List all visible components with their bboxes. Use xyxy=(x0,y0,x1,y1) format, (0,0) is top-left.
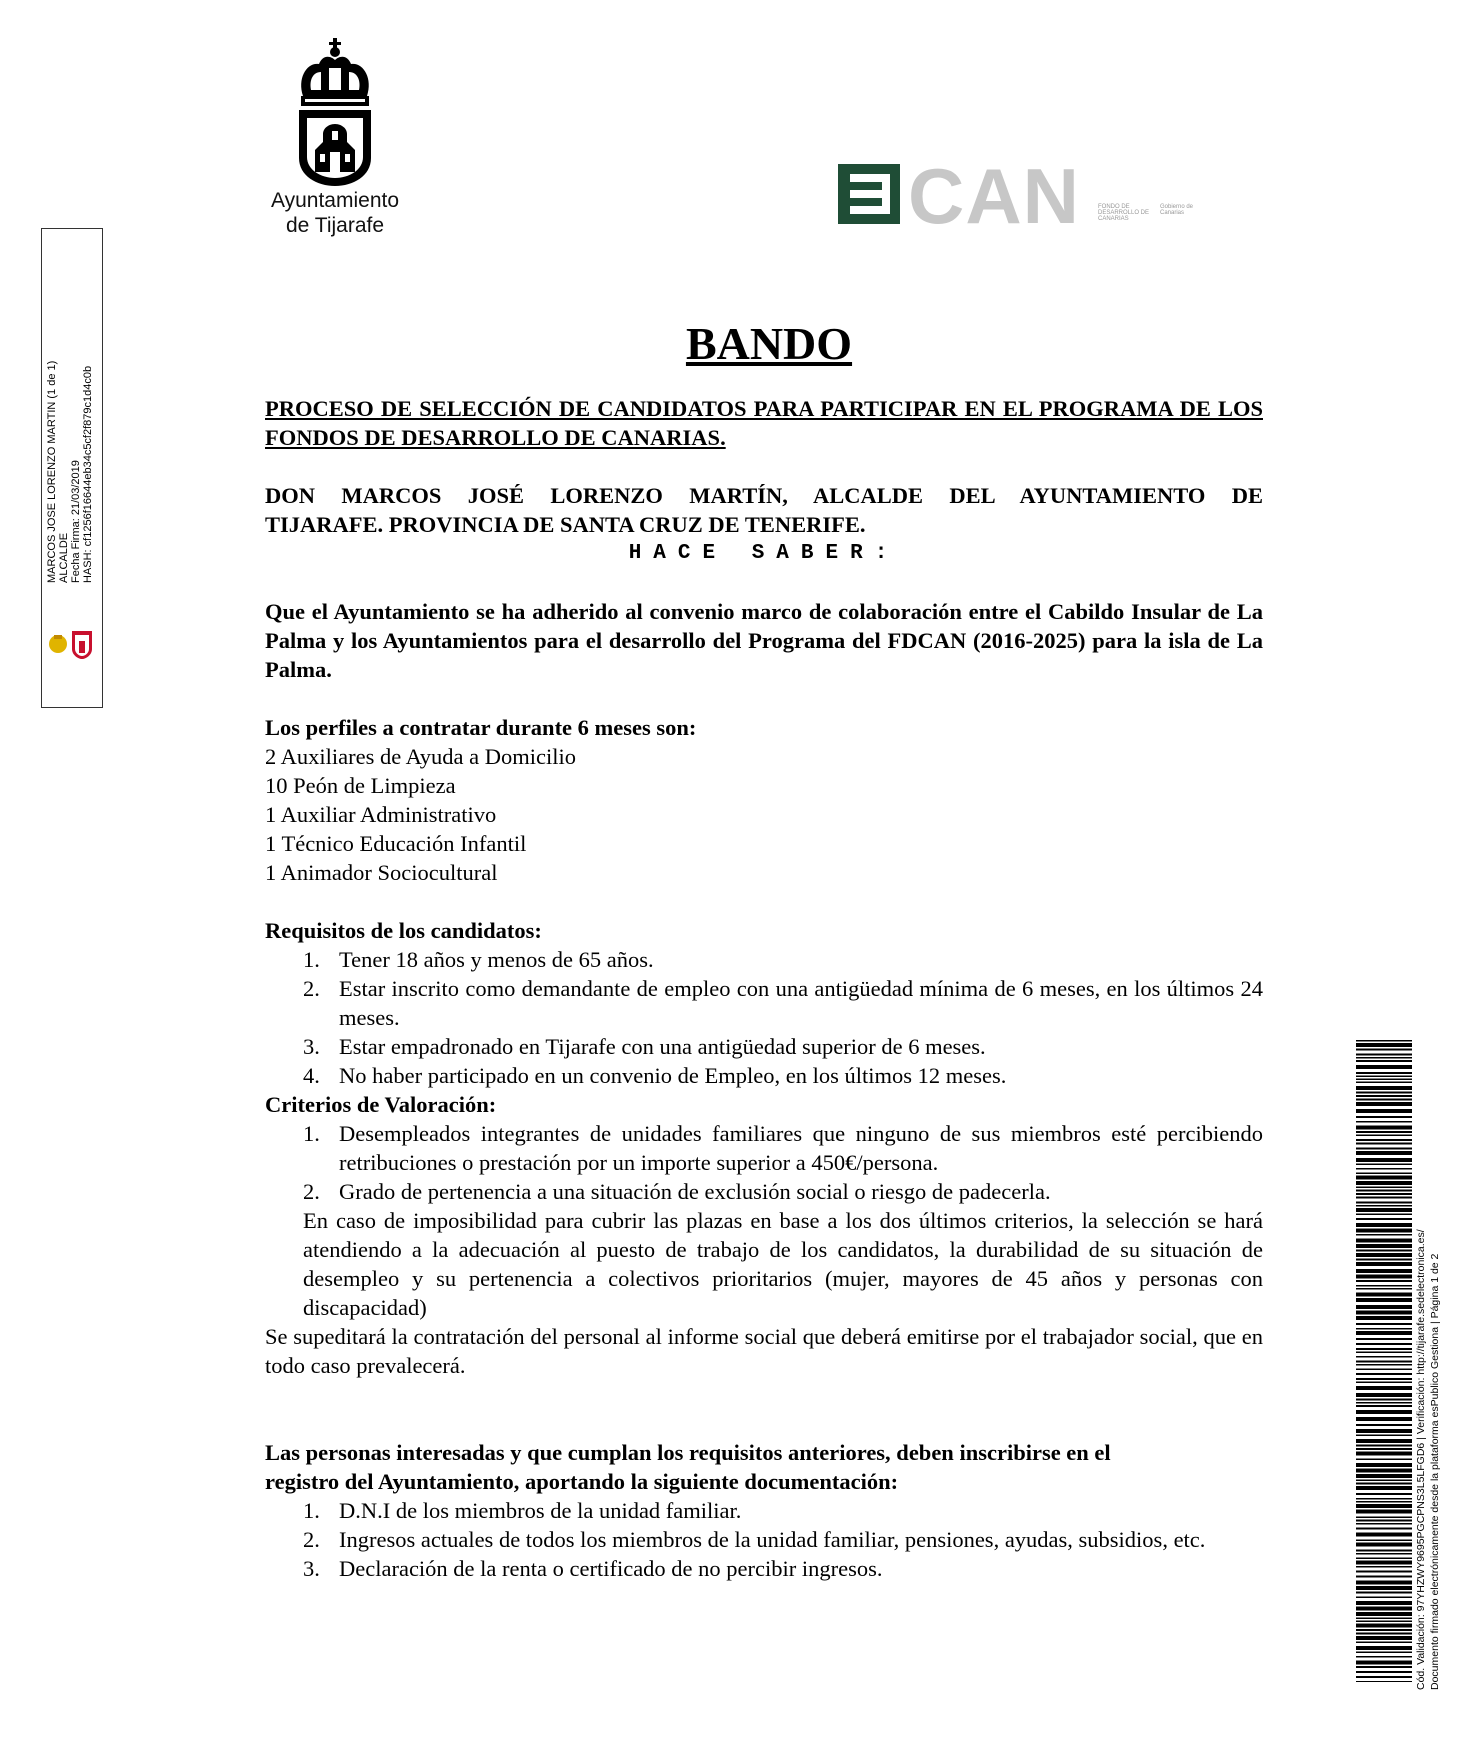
barcode-bar xyxy=(1356,1636,1412,1640)
barcode-bar xyxy=(1356,1571,1412,1573)
barcode-bar xyxy=(1356,1109,1412,1113)
validation-text xyxy=(1414,990,1442,1690)
barcode-bar xyxy=(1356,1581,1412,1585)
barcode-bar xyxy=(1356,1095,1412,1097)
barcode-bar xyxy=(1356,1181,1412,1185)
inscripcion-line-1: Las personas interesadas y que cumplan los requisitos anteriores, deben inscribirse en el xyxy=(265,1440,1111,1465)
barcode-bar xyxy=(1356,1250,1412,1252)
barcode-bar xyxy=(1356,1229,1412,1233)
barcode-bar xyxy=(1356,1348,1412,1350)
barcode-bar xyxy=(1356,1364,1412,1366)
intro-paragraph: Que el Ayuntamiento se ha adherido al convenio marco de colaboración entre el Cabildo Insular de La Palma y los Ayuntamientos para el desarrollo del Programa del FDCAN (2016-2025) para la isla de La Palma. xyxy=(265,599,1263,682)
barcode-bar xyxy=(1356,1399,1412,1401)
barcode-bar xyxy=(1356,1280,1412,1282)
barcode-bar xyxy=(1356,1501,1412,1503)
barcode-bar xyxy=(1356,1661,1412,1665)
barcode-bar xyxy=(1356,1338,1412,1340)
barcode-bar xyxy=(1356,1597,1412,1599)
barcode-bar xyxy=(1356,1393,1412,1397)
perfil-item: 1 Auxiliar Administrativo xyxy=(265,802,497,827)
perfil-item: 10 Peón de Limpieza xyxy=(265,773,456,798)
barcode-bar xyxy=(1356,1193,1412,1195)
barcode-bar xyxy=(1356,1621,1412,1623)
barcode-bar xyxy=(1356,1361,1412,1363)
fdcan-wordmark: CAN xyxy=(908,152,1080,240)
barcode-bar xyxy=(1356,1116,1412,1118)
criterios-heading: Criterios de Valoración: xyxy=(265,1092,497,1117)
barcode-bar xyxy=(1356,1298,1412,1302)
barcode-bar xyxy=(1356,1633,1412,1635)
barcode-bar xyxy=(1356,1054,1412,1056)
barcode-bar xyxy=(1356,1486,1412,1490)
barcode-bar xyxy=(1356,1405,1412,1407)
barcode-bar xyxy=(1356,1429,1412,1433)
list-item: 4. No haber participado en un convenio de Empleo, en los últimos 12 meses. xyxy=(303,1063,1007,1088)
barcode-bar xyxy=(1356,1498,1412,1500)
barcode-bar xyxy=(1356,1550,1412,1552)
signer-role: ALCALDE xyxy=(58,532,70,583)
barcode-bar xyxy=(1356,1343,1412,1345)
barcode-bar xyxy=(1356,1448,1412,1450)
barcode-bar xyxy=(1356,1208,1412,1212)
barcode-bar xyxy=(1356,1656,1412,1658)
barcode-bar xyxy=(1356,1148,1412,1150)
barcode-bar xyxy=(1356,1139,1412,1141)
list-item: 3. Declaración de la renta o certificado de no percibir ingresos. xyxy=(303,1556,883,1581)
barcode-bar xyxy=(1356,1102,1412,1106)
barcode-bar xyxy=(1356,1480,1412,1482)
mayor-line-1: DON MARCOS JOSÉ LORENZO MARTÍN, ALCALDE DEL AYUNTAMIENTO DE xyxy=(265,483,1263,508)
barcode-bar xyxy=(1356,1424,1412,1426)
fdcan-subtitle: FONDO DE DESARROLLO DE CANARIAS xyxy=(1098,204,1150,222)
gobierno-canarias-label: Gobierno de Canarias xyxy=(1160,204,1194,216)
barcode-bar xyxy=(1356,1445,1412,1447)
barcode-bar xyxy=(1356,1607,1412,1611)
barcode-bar xyxy=(1356,1244,1412,1248)
barcode-bar xyxy=(1356,1323,1412,1325)
barcode-bar xyxy=(1356,1517,1412,1519)
signature-text xyxy=(46,103,94,583)
barcode-bar xyxy=(1356,1076,1412,1078)
list-item: 2. Grado de pertenencia a una situación de exclusión social o riesgo de padecerla. xyxy=(303,1179,1051,1204)
supeditara-paragraph: Se supeditará la contratación del personal al informe social que deberá emitirse por el trabajador social, que en todo caso prevalecerá. xyxy=(265,1324,1263,1378)
barcode-bar xyxy=(1356,1666,1412,1668)
signer-name: MARCOS JOSE LORENZO MARTIN (1 de 1) xyxy=(46,360,58,583)
fdcan-mark-icon xyxy=(838,164,900,224)
barcode-bar xyxy=(1356,1452,1412,1456)
barcode-bar xyxy=(1356,1049,1412,1051)
barcode-bar xyxy=(1356,1234,1412,1236)
signature-stamp xyxy=(41,228,103,708)
document-title: BANDO xyxy=(685,318,853,369)
barcode-bar xyxy=(1356,1676,1412,1678)
barcode-bar xyxy=(1356,1483,1412,1485)
barcode-bar xyxy=(1356,1190,1412,1192)
barcode-bar xyxy=(1356,1410,1412,1414)
barcode-bar xyxy=(1356,1164,1412,1166)
barcode-bar xyxy=(1356,1561,1412,1565)
barcode-bar xyxy=(1356,1592,1412,1594)
barcode-bar xyxy=(1356,1275,1412,1279)
barcode-bar xyxy=(1356,1504,1412,1508)
barcode-bar xyxy=(1356,1328,1412,1330)
barcode-bar xyxy=(1356,1099,1412,1101)
barcode-bar xyxy=(1356,1493,1412,1495)
barcode-bar xyxy=(1356,1402,1412,1404)
document-body xyxy=(265,316,1263,1583)
list-item: 3. Estar empadronado en Tijarafe con una antigüedad superior de 6 meses. xyxy=(303,1034,986,1059)
list-item: 1. Desempleados integrantes de unidades familiares que ninguno de sus miembros esté percibiendo retribuciones o prestación por un importe superior a 450€/persona. xyxy=(303,1121,1263,1175)
barcode-bar xyxy=(1356,1540,1412,1542)
barcode-bar xyxy=(1356,1331,1412,1335)
barcode-bar xyxy=(1356,1629,1412,1631)
barcode-bar xyxy=(1356,1311,1412,1315)
barcode-bar xyxy=(1356,1082,1412,1084)
barcode-bar xyxy=(1356,1072,1412,1074)
barcode-bar xyxy=(1356,1576,1412,1578)
barcode-bar xyxy=(1356,1043,1412,1047)
list-item: 1. Tener 18 años y menos de 65 años. xyxy=(303,947,654,972)
inscripcion-line-2: registro del Ayuntamiento, aportando la siguiente documentación: xyxy=(265,1469,899,1494)
barcode-bar xyxy=(1356,1253,1412,1257)
barcode-bar xyxy=(1356,1079,1412,1081)
documentacion-list xyxy=(265,1496,1263,1583)
barcode-bar xyxy=(1356,1158,1412,1162)
barcode-bar xyxy=(1356,1305,1412,1309)
barcode-bar xyxy=(1356,1601,1412,1605)
barcode-bar xyxy=(1356,1382,1412,1384)
barcode-bar xyxy=(1356,1205,1412,1207)
mayor-line-2: TIJARAFE. PROVINCIA DE SANTA CRUZ DE TENERIFE. xyxy=(265,512,866,537)
barcode xyxy=(1356,1040,1412,1682)
requisitos-list xyxy=(265,945,1263,1090)
perfil-item: 1 Técnico Educación Infantil xyxy=(265,831,527,856)
barcode-bar xyxy=(1356,1533,1412,1537)
barcode-bar xyxy=(1356,1293,1412,1297)
perfiles-list xyxy=(265,742,1263,887)
barcode-bar xyxy=(1356,1121,1412,1123)
barcode-bar xyxy=(1356,1285,1412,1287)
barcode-bar xyxy=(1356,1618,1412,1620)
barcode-bar xyxy=(1356,1352,1412,1354)
validation-code: Cód. Validación: 97YHZWY9695PGCPNS3L5LFGD6 | Verificación: http://tijarafe.sedelectronica.es/ xyxy=(1415,1229,1427,1690)
barcode-bar xyxy=(1356,1131,1412,1133)
barcode-bar xyxy=(1356,1223,1412,1227)
barcode-bar xyxy=(1356,1135,1412,1137)
barcode-bar xyxy=(1356,1369,1412,1371)
barcode-bar xyxy=(1356,1566,1412,1568)
perfiles-heading: Los perfiles a contratar durante 6 meses son: xyxy=(265,715,697,740)
barcode-bar xyxy=(1356,1259,1412,1261)
barcode-bar xyxy=(1356,1187,1412,1189)
barcode-bar xyxy=(1356,1176,1412,1180)
barcode-bar xyxy=(1356,1378,1412,1380)
barcode-bar xyxy=(1356,1459,1412,1461)
barcode-bar xyxy=(1356,1612,1412,1616)
criterios-list xyxy=(265,1119,1263,1206)
barcode-bar xyxy=(1356,1218,1412,1220)
list-item: 2. Estar inscrito como demandante de empleo con una antigüedad mínima de 6 meses, en los últimos 24 meses. xyxy=(303,976,1263,1030)
fdcan-logo xyxy=(838,152,1218,240)
perfil-item: 2 Auxiliares de Ayuda a Domicilio xyxy=(265,744,577,769)
barcode-bar xyxy=(1356,1469,1412,1473)
barcode-bar xyxy=(1356,1510,1412,1514)
barcode-bar xyxy=(1356,1439,1412,1443)
barcode-bar xyxy=(1356,1652,1412,1654)
barcode-bar xyxy=(1356,1173,1412,1175)
barcode-bar xyxy=(1356,1417,1412,1421)
perfil-item: 1 Animador Sociocultural xyxy=(265,860,498,885)
ayuntamiento-logo xyxy=(250,38,420,243)
barcode-bar xyxy=(1356,1239,1412,1243)
ayuntamiento-name-line1: Ayuntamiento xyxy=(270,189,400,212)
barcode-bar xyxy=(1356,1671,1412,1673)
barcode-bar xyxy=(1356,1202,1412,1204)
barcode-bar xyxy=(1356,1092,1412,1094)
signature-emblem-icon xyxy=(46,627,98,661)
signature-date: Fecha Firma: 21/03/2019 xyxy=(70,460,82,583)
validation-platform: Documento firmado electrónicamente desde la plataforma esPublico Gestiona | Página 1 de 2 xyxy=(1429,1253,1441,1690)
coat-of-arms-icon xyxy=(293,38,377,186)
barcode-bar xyxy=(1356,1151,1412,1155)
barcode-bar xyxy=(1356,1040,1412,1042)
document-subtitle: PROCESO DE SELECCIÓN DE CANDIDATOS PARA PARTICIPAR EN EL PROGRAMA DE LOS FONDOS DE DESARROLLO DE CANARIAS. xyxy=(265,396,1263,450)
barcode-bar xyxy=(1356,1288,1412,1290)
barcode-bar xyxy=(1356,1553,1412,1555)
barcode-bar xyxy=(1356,1558,1412,1560)
ayuntamiento-name-line2: de Tijarafe xyxy=(285,214,385,237)
barcode-bar xyxy=(1356,1681,1412,1682)
barcode-bar xyxy=(1356,1520,1412,1522)
barcode-bar xyxy=(1356,1373,1412,1375)
barcode-bar xyxy=(1356,1523,1412,1525)
barcode-bar xyxy=(1356,1463,1412,1467)
barcode-bar xyxy=(1356,1269,1412,1273)
barcode-bar xyxy=(1356,1356,1412,1358)
hace-saber: HACE SABER: xyxy=(628,542,900,565)
barcode-bar xyxy=(1356,1057,1412,1059)
barcode-bar xyxy=(1356,1642,1412,1644)
list-item: 1. D.N.I de los miembros de la unidad familiar. xyxy=(303,1498,742,1523)
barcode-bar xyxy=(1356,1624,1412,1628)
barcode-bar xyxy=(1356,1435,1412,1437)
signature-hash: HASH: cf1256f16644eb34c5cf2f879c1d4c0b xyxy=(82,365,94,583)
barcode-bar xyxy=(1356,1168,1412,1170)
list-item: 2. Ingresos actuales de todos los miembros de la unidad familiar, pensiones, ayudas, subsidios, etc. xyxy=(303,1527,1206,1552)
barcode-bar xyxy=(1356,1586,1412,1590)
requisitos-heading: Requisitos de los candidatos: xyxy=(265,918,542,943)
barcode-bar xyxy=(1356,1646,1412,1650)
criterios-note: En caso de imposibilidad para cubrir las plazas en base a los dos últimos criterios, la selección se hará atendiendo a la adecuación al puesto de trabajo de los candidatos, la durabilidad de su situación de desempleo y su pertenencia a colectivos prioritarios (mujer, mayores de 45 años y personas con discapacidad) xyxy=(303,1208,1263,1320)
barcode-bar xyxy=(1356,1214,1412,1216)
barcode-bar xyxy=(1356,1528,1412,1530)
barcode-bar xyxy=(1356,1086,1412,1090)
barcode-bar xyxy=(1356,1474,1412,1478)
barcode-bar xyxy=(1356,1126,1412,1130)
barcode-bar xyxy=(1356,1060,1412,1062)
barcode-bar xyxy=(1356,1065,1412,1069)
barcode-bar xyxy=(1356,1262,1412,1266)
barcode-bar xyxy=(1356,1386,1412,1390)
barcode-bar xyxy=(1356,1197,1412,1199)
barcode-bar xyxy=(1356,1543,1412,1547)
barcode-bar xyxy=(1356,1316,1412,1320)
barcode-bar xyxy=(1356,1143,1412,1145)
